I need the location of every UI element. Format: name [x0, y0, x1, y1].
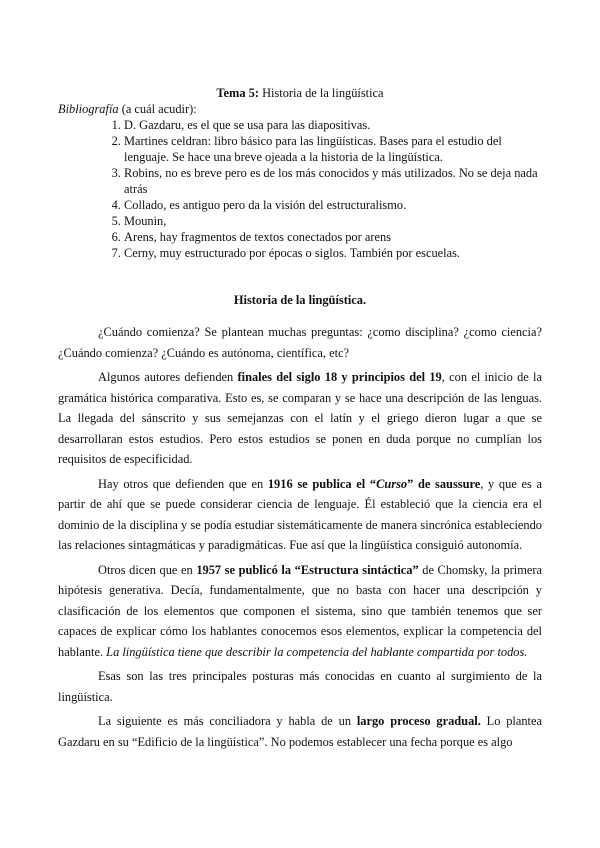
paragraph-3 — [58, 474, 542, 556]
paragraph-5: Esas son las tres principales posturas más conocidas en cuanto al surgimiento de la lingüística. — [58, 669, 542, 704]
paragraph-1: ¿Cuándo comienza? Se plantean muchas preguntas: ¿como disciplina? ¿como ciencia? ¿Cuándo comienza? ¿Cuándo es autónoma, científica, etc? — [58, 325, 542, 360]
bibliography-item: 2. Martines celdran: libro básico para las lingüísticas. Bases para el estudio del lenguaje. Se hace una breve ojeada a la historia de la lingüística. — [124, 133, 542, 165]
bibliography-item: 1. D. Gazdaru, es el que se usa para las diapositivas. — [124, 117, 542, 133]
p2-text-c: , con el inicio de la gramática histórica comparativa. Esto es, se comparan y se hace una descripción de las lenguas. La llegada del sánscrito y sus semejanzas con el latín y el griego dieron lugar a que se desarrollaran estos estudios. Pero estos estudios se ponen en duda porque no cumplían los requisitos de especificidad. — [58, 370, 542, 466]
p3-bold-2: ” de saussure — [407, 476, 481, 491]
paragraph-6 — [58, 711, 542, 752]
p4-text-c: de Chomsky, la primera hipótesis generativa. Decía, fundamentalmente, que no basta con hacer una descripción y clasificación de los elementos que componen el sistema, sino que también tenemos que ser capaces de explicar cómo los hablantes conocemos esos elementos, explicar la competencia del hablante. — [58, 562, 542, 659]
bibliography-label-italic: Bibliografía — [58, 102, 119, 116]
p3-bold-italic: Curso — [376, 476, 408, 491]
bibliography-item: 3. Robins, no es breve pero es de los más conocidos y más utilizados. No se deja nada atrás — [124, 165, 542, 197]
title-text: Historia de la lingüística — [258, 86, 384, 100]
bibliography-item: 4. Collado, es antiguo pero da la visión del estructuralismo. — [124, 197, 542, 213]
p3-text-a: Hay otros que defienden que en — [98, 476, 268, 491]
p3-text-c: , y que es a partir de ahí que se puede considerar ciencia de lenguaje. Él estableció que la ciencia era el dominio de la disciplina y se podía estudiar sistemáticamente de manera sincrónica estableciendo las relaciones sintagmáticas y paradigmáticas. Fue así que la lingüística consiguió autonomía. — [58, 476, 543, 552]
document-title — [58, 86, 542, 101]
title-label: Tema 5: — [216, 86, 259, 100]
bibliography-heading — [58, 101, 542, 117]
bibliography-list — [58, 117, 542, 261]
bibliography-item: 7. Cerny, muy estructurado por épocas o siglos. También por escuelas. — [124, 245, 542, 261]
section-title: Historia de la lingüística. — [233, 293, 367, 307]
bibliography-item: 5. Mounin, — [124, 213, 542, 229]
paragraph-2 — [58, 367, 542, 470]
p3-bold — [268, 477, 480, 491]
p6-text-a: La siguiente es más conciliadora y habla de un — [98, 714, 357, 728]
p2-bold: finales del siglo 18 y principios del 19 — [237, 370, 442, 384]
p6-text-c: Lo plantea Gazdaru en su “Edificio de la lingüística”. No podemos establecer una fecha porque es algo — [58, 714, 542, 749]
p4-text-a: Otros dicen que en — [98, 562, 197, 577]
bibliography-label-rest: (a cuál acudir): — [118, 102, 197, 116]
p6-bold: largo proceso gradual. — [356, 714, 481, 728]
p2-text-a: Algunos autores defienden — [98, 370, 238, 384]
p4-italic: La lingüística tiene que describir la competencia del hablante compartida por todos. — [106, 644, 528, 659]
p4-bold: 1957 se publicó la “Estructura sintáctica” — [196, 562, 419, 577]
document-body — [58, 322, 542, 752]
bibliography-item: 6. Arens, hay fragmentos de textos conectados por arens — [124, 229, 542, 245]
paragraph-4 — [58, 560, 542, 663]
p3-bold-1: 1916 se publica el “ — [267, 476, 377, 491]
